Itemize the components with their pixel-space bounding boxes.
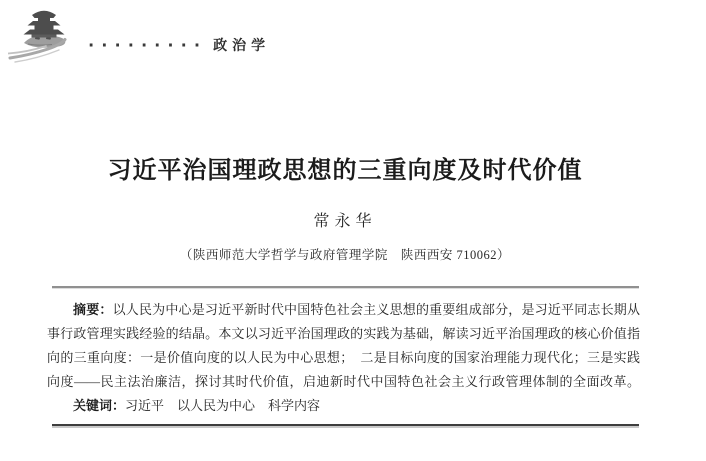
section-header	[86, 36, 270, 56]
abstract-line	[47, 298, 640, 322]
journal-logo	[8, 5, 84, 63]
abstract-line: 事行政管理实践经验的结晶。本文以习近平治国理政的实践为基础，解读习近平治国理政的核心价值指	[47, 326, 640, 341]
abstract-line: 向度——民主法治廉洁，探讨其时代价值，启迪新时代中国特色社会主义行政管理体制的全面改革。	[47, 374, 640, 389]
abstract-bottom-rule	[52, 424, 639, 426]
article-author: 常永华	[313, 213, 377, 230]
dotted-leader: ·········	[86, 36, 206, 56]
abstract-line: 向的三重向度：一是价值向度的以人民为中心思想； 二是目标向度的国家治理能力现代化；三是实践	[47, 350, 640, 365]
section-label: 政治学	[213, 38, 271, 54]
abstract-block	[47, 298, 640, 418]
abstract-text: 以人民为中心是习近平新时代中国特色社会主义思想的重要组成部分，是习近平同志长期从	[112, 302, 640, 317]
silk-road-pavilion-logo	[8, 5, 84, 63]
abstract-label: 摘要：	[73, 302, 113, 317]
article-affiliation: （陕西师范大学哲学与政府管理学院 陕西西安 710062）	[179, 248, 511, 262]
article-title: 习近平治国理政思想的三重向度及时代价值	[107, 157, 583, 184]
keywords-text: 习近平 以人民为中心 科学内容	[125, 398, 321, 413]
keywords-line	[47, 394, 640, 418]
abstract-top-rule	[52, 286, 639, 288]
keywords-label: 关键词：	[73, 398, 126, 413]
